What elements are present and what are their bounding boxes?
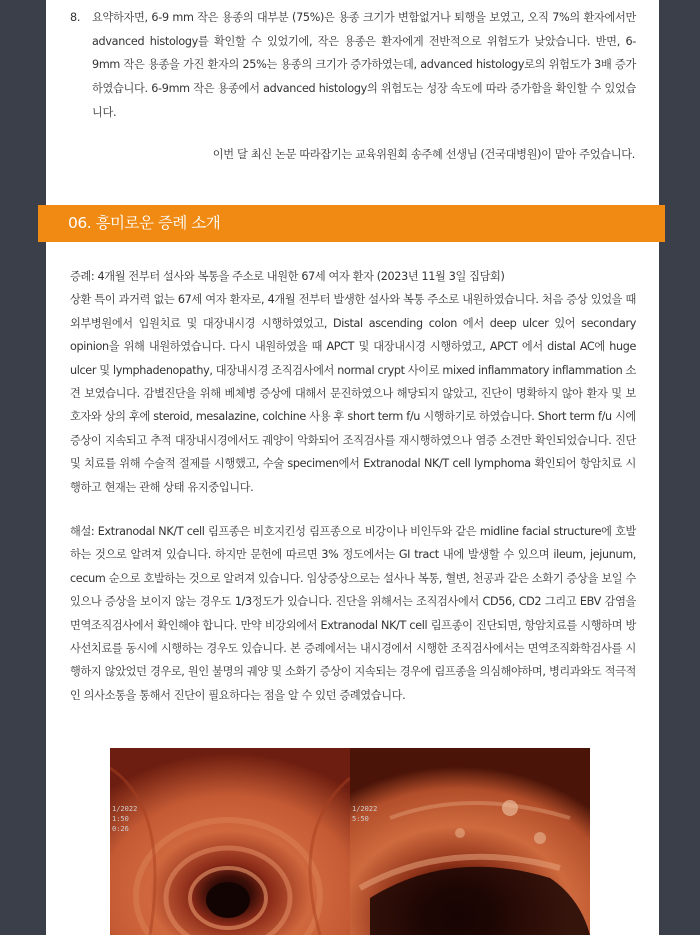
section-title: 06. 흥미로운 증례 소개 [68,214,221,232]
case-heading: 증례: 4개월 전부터 설사와 복통을 주소로 내원한 67세 여자 환자 (2023년 11월 3일 집담회) [70,270,505,283]
summary-text: 요약하자면, 6-9 mm 작은 용종의 대부분 (75%)은 용종 크기가 변함없거나 퇴행을 보였고, 오직 7%의 환자에서만 advanced histology를 확인할 수 있었기에, 작은 용종은 환자에게 전반적으로 위험도가 낮았습니다. 반면, 6-9mm 작은 용종을 가진 환자의 25%는 용종의 크기가 증가하였는데, advanced histology로의 위험도가 3배 증가하였습니다. 6-9mm 작은 용종에서 advanced histology의 위험도는 성장 속도에 따라 증가함을 확인할 수 있었습니다. [92,11,636,119]
endoscopy-image-right [350,748,590,935]
image-stamp: 1/2022 5:50 [352,805,378,823]
author-credit: 이번 달 최신 논문 따라잡기는 교육위원회 송주혜 선생님 (건국대병원)이 맡아 주었습니다. [212,148,635,161]
section-header [38,205,665,242]
list-number: 8. [70,11,81,24]
case-report [70,265,636,499]
newsletter-page [46,0,659,935]
endoscopy-images [110,748,590,935]
case-commentary: 해설: Extranodal NK/T cell 림프종은 비호지킨성 림프종으로 비강이나 비인두와 같은 midline facial structure에 호발하는 것으로 알려져 있습니다. 하지만 문헌에 따르면 3% 정도에서는 GI tract 내에 발생할 수 있으며 ileum, jejunum, cecum 순으로 호발하는 것으로 알려져 있습니다. 임상증상으로는 설사나 복통, 혈변, 천공과 같은 소화기 증상을 보일 수 있으나 증상을 보이지 않는 경우도 1/3정도가 있습니다. 진단을 위해서는 조직검사에서 CD56, CD2 그리고 EBV 감염을 면역조직검사에서 확인해야 합니다. 만약 비강외에서 Extranodal NK/T cell 림프종이 진단되면, 항암치료를 시행하며 방사선치료를 동시에 시행하는 경우도 있습니다. 본 증례에서는 내시경에서 시행한 조직검사에서는 면역조직화학검사를 시행하지 않았었던 경우로, 원인 불명의 궤양 및 소화기 증상이 지속되는 경우에 림프종을 의심해야하며, 병리과와도 적극적인 의사소통을 통해서 진단이 필요하다는 점을 알 수 있던 증례였습니다. [70,525,636,702]
image-stamp: 1/2022 1:50 0:26 [112,805,138,833]
endoscopy-image-left [110,748,350,935]
case-body: 상환 특이 과거력 없는 67세 여자 환자로, 4개월 전부터 발생한 설사와 복통 주소로 내원하였습니다. 처음 증상 있었을 때 외부병원에서 입원치료 및 대장내시경 시행하였었고, Distal ascending colon 에서 deep ulcer 있어 secondary opinion을 위해 내원하였습니다. 다시 내원하였을 때 APCT 및 대장내시경 시행하였고, APCT 에서 distal AC에 huge ulcer 및 lymphadenopathy, 대장내시경 조직검사에서 normal crypt 사이로 mixed inflammatory inflammation 소견 보였습니다. 감별진단을 위해 베체병 증상에 대해서 문진하였으나 해당되지 않았고, 진단이 명확하지 않아 환자 및 보호자와 상의 후에 steroid, mesalazine, colchine 사용 후 short term f/u 시행하기로 하였습니다. Short term f/u 시에 증상이 지속되고 추적 대장내시경에서도 궤양이 악화되어 조직검사를 재시행하였으나 염증 소견만 확인되었습니다. 진단 및 치료를 위해 수술적 절제를 시행했고, 수술 specimen에서 Extranodal NK/T cell lymphoma 확인되어 항암치료 시행하고 현재는 관해 상태 유지중입니다. [70,293,636,494]
summary-item-8 [70,6,636,125]
